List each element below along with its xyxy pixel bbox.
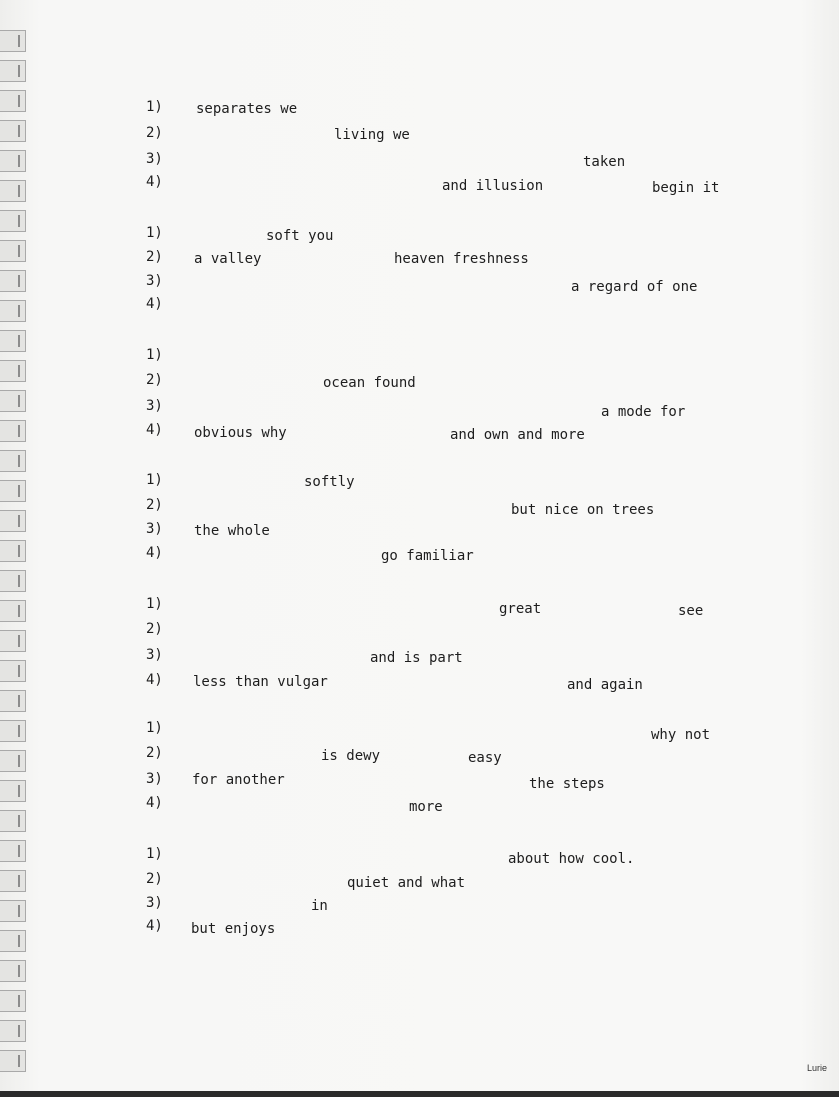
text-fragment: and own and more: [450, 427, 585, 443]
text-fragment: but nice on trees: [511, 502, 655, 518]
text-fragment: and is part: [370, 650, 463, 666]
line-number: 4): [146, 795, 163, 811]
line-number: 1): [146, 720, 163, 736]
line-number: 2): [146, 125, 163, 141]
line-number: 2): [146, 497, 163, 513]
binding-tab: [0, 780, 26, 802]
binding-tab: [0, 1050, 26, 1072]
binding-tab: [0, 810, 26, 832]
text-fragment: and again: [567, 677, 643, 693]
binding-tab: [0, 210, 26, 232]
text-fragment: quiet and what: [347, 875, 466, 891]
text-fragment: see: [678, 603, 704, 619]
binding-tab: [0, 390, 26, 412]
binding-tab: [0, 570, 26, 592]
binding-tab: [0, 1020, 26, 1042]
line-number: 1): [146, 846, 163, 862]
binding-tab: [0, 600, 26, 622]
text-fragment: about how cool.: [508, 851, 635, 867]
line-number: 2): [146, 745, 163, 761]
text-fragment: a regard of one: [571, 279, 698, 295]
binding-tab: [0, 330, 26, 352]
text-fragment: but enjoys: [191, 921, 276, 937]
binding-tab: [0, 870, 26, 892]
text-fragment: a valley: [194, 251, 262, 267]
line-number: 2): [146, 621, 163, 637]
binding-tab: [0, 510, 26, 532]
text-fragment: soft you: [266, 228, 334, 244]
binding-tab: [0, 300, 26, 322]
text-fragment: and illusion: [442, 178, 544, 194]
line-number: 3): [146, 151, 163, 167]
binding-tab: [0, 420, 26, 442]
line-number: 3): [146, 521, 163, 537]
spiral-binding: [0, 0, 32, 1097]
line-number: 1): [146, 596, 163, 612]
line-number: 1): [146, 225, 163, 241]
page-bottom-edge: [0, 1091, 839, 1097]
line-number: 4): [146, 174, 163, 190]
text-fragment: less than vulgar: [193, 674, 328, 690]
line-number: 2): [146, 871, 163, 887]
text-fragment: more: [409, 799, 443, 815]
line-number: 3): [146, 273, 163, 289]
text-fragment: for another: [192, 772, 285, 788]
text-fragment: the steps: [529, 776, 605, 792]
binding-tab: [0, 690, 26, 712]
line-number: 2): [146, 372, 163, 388]
text-fragment: begin it: [652, 180, 720, 196]
line-number: 2): [146, 249, 163, 265]
binding-tab: [0, 840, 26, 862]
binding-tab: [0, 60, 26, 82]
binding-tab: [0, 540, 26, 562]
line-number: 3): [146, 895, 163, 911]
binding-tab: [0, 30, 26, 52]
line-number: 1): [146, 347, 163, 363]
text-fragment: in: [311, 898, 328, 914]
text-fragment: living we: [334, 127, 410, 143]
text-fragment: a mode for: [601, 404, 686, 420]
line-number: 4): [146, 422, 163, 438]
binding-tab: [0, 960, 26, 982]
binding-tab: [0, 660, 26, 682]
line-number: 4): [146, 918, 163, 934]
text-fragment: why not: [651, 727, 711, 743]
text-fragment: great: [499, 601, 542, 617]
binding-tab: [0, 240, 26, 262]
line-number: 3): [146, 771, 163, 787]
binding-tab: [0, 990, 26, 1012]
binding-tab: [0, 930, 26, 952]
binding-tab: [0, 150, 26, 172]
binding-tab: [0, 630, 26, 652]
line-number: 4): [146, 296, 163, 312]
line-number: 1): [146, 472, 163, 488]
text-fragment: go familiar: [381, 548, 474, 564]
text-fragment: taken: [583, 154, 626, 170]
text-fragment: the whole: [194, 523, 270, 539]
text-fragment: separates we: [196, 101, 298, 117]
binding-tab: [0, 900, 26, 922]
line-number: 1): [146, 99, 163, 115]
binding-tab: [0, 90, 26, 112]
binding-tab: [0, 270, 26, 292]
binding-tab: [0, 360, 26, 382]
binding-tab: [0, 480, 26, 502]
text-fragment: is dewy: [321, 748, 381, 764]
line-number: 3): [146, 398, 163, 414]
text-fragment: ocean found: [323, 375, 416, 391]
line-number: 4): [146, 545, 163, 561]
binding-tab: [0, 180, 26, 202]
line-number: 3): [146, 647, 163, 663]
binding-tab: [0, 450, 26, 472]
text-fragment: heaven freshness: [394, 251, 529, 267]
text-fragment: obvious why: [194, 425, 287, 441]
attribution-mark: Lurie: [807, 1063, 828, 1073]
text-fragment: softly: [304, 474, 355, 490]
text-fragment: easy: [468, 750, 502, 766]
binding-tab: [0, 120, 26, 142]
line-number: 4): [146, 672, 163, 688]
binding-tab: [0, 750, 26, 772]
binding-tab: [0, 720, 26, 742]
